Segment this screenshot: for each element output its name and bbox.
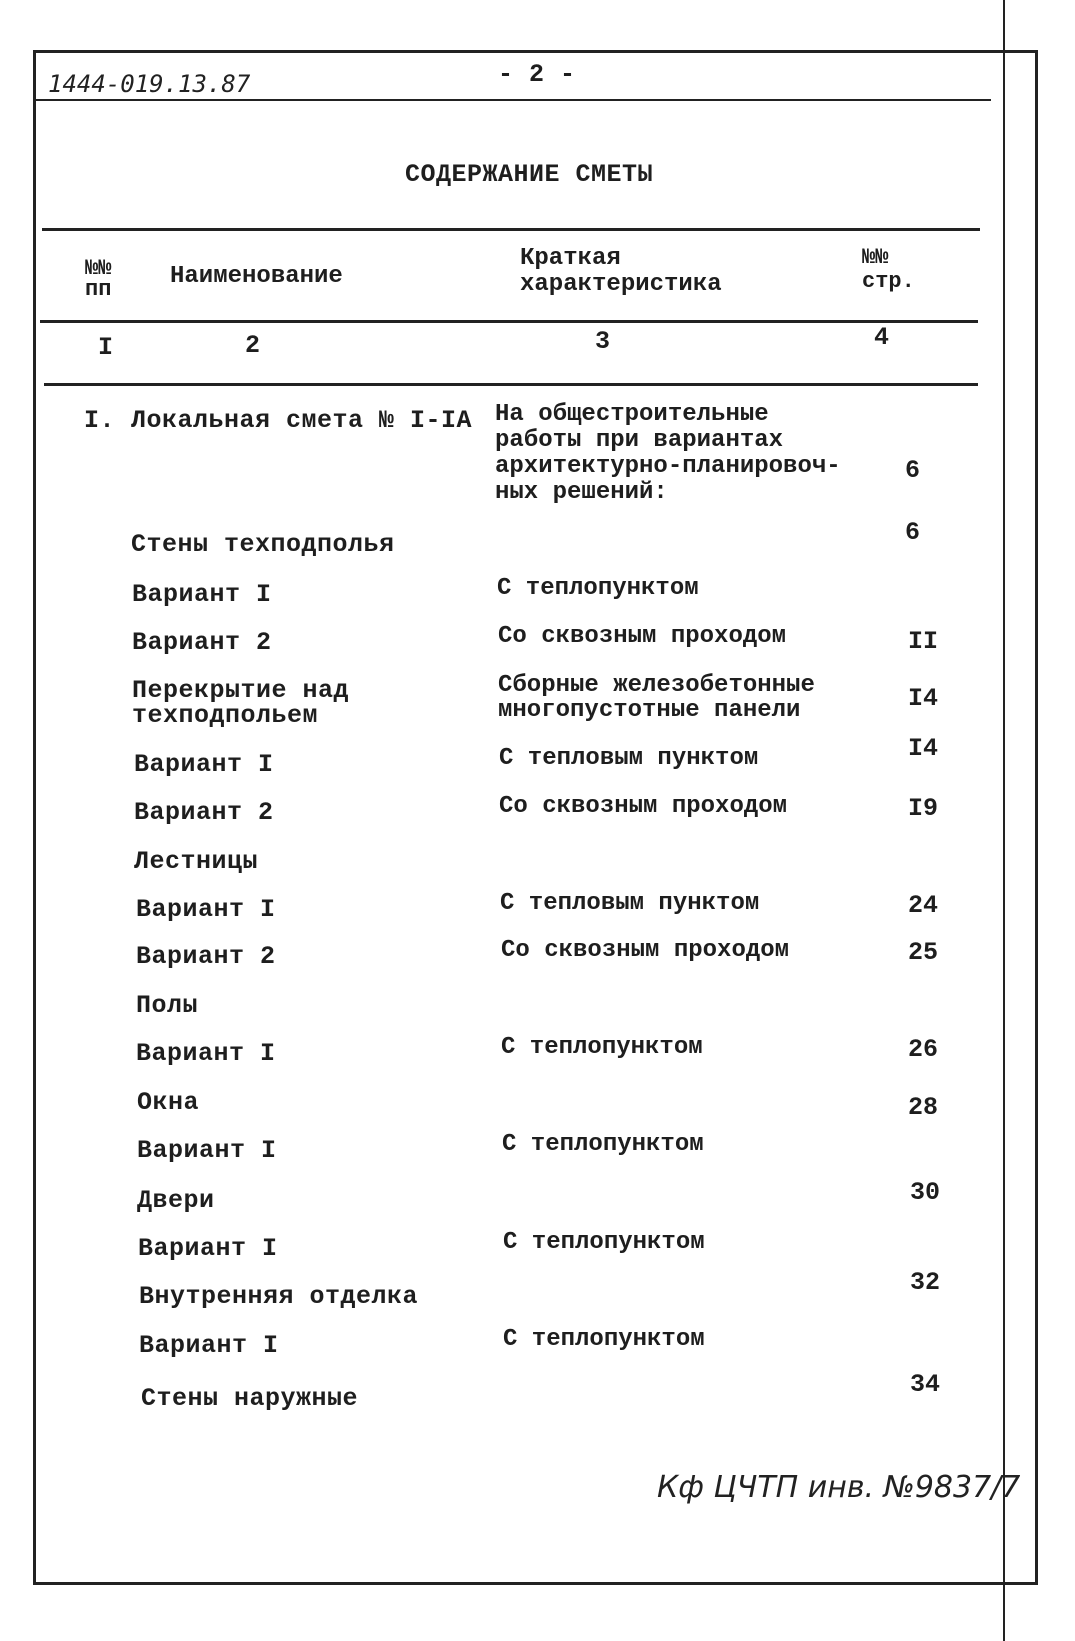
row-name: Вариант I <box>138 1234 278 1263</box>
row-name: Вариант I <box>136 895 276 924</box>
row-desc: С теплопунктом <box>497 575 699 602</box>
col-name-header: Наименование <box>170 263 343 290</box>
col-number-1: I <box>98 333 114 362</box>
row-page: 32 <box>910 1268 941 1297</box>
col-number-2: 2 <box>245 331 261 360</box>
row-name: Двери <box>137 1186 215 1215</box>
row-desc: Сборные железобетонные многопустотные панели <box>498 672 815 724</box>
row-name: Перекрытие над техподпольем <box>132 676 350 730</box>
row-page: 34 <box>910 1370 941 1399</box>
row-page: II <box>908 627 939 656</box>
table-top-rule <box>42 228 980 231</box>
row-name: Вариант 2 <box>132 628 272 657</box>
section-page: 6 <box>905 456 921 485</box>
row-desc: С теплопунктом <box>503 1326 705 1353</box>
row-page: I4 <box>908 684 939 713</box>
row-page: 30 <box>910 1178 941 1207</box>
row-name: Полы <box>136 991 199 1020</box>
row-page: I4 <box>908 734 939 763</box>
row-page: 28 <box>908 1093 939 1122</box>
row-page: 26 <box>908 1035 939 1064</box>
row-desc: С тепловым пунктом <box>499 745 759 772</box>
row-page: I9 <box>908 794 939 823</box>
header-rule <box>36 99 991 101</box>
row-name: Окна <box>137 1088 200 1117</box>
row-name: Вариант I <box>134 750 274 779</box>
row-desc: С тепловым пунктом <box>500 890 760 917</box>
row-name: Вариант 2 <box>134 798 274 827</box>
row-page: 6 <box>905 518 921 547</box>
row-name: Внутренняя отделка <box>139 1282 419 1311</box>
col-desc-header: Краткая характеристика <box>520 245 722 298</box>
row-name: Вариант I <box>136 1039 276 1068</box>
row-name: Вариант I <box>137 1136 277 1165</box>
col-number-3: 3 <box>595 327 611 356</box>
col-page-header: №№ стр. <box>862 245 915 294</box>
row-name: Стены наружные <box>141 1384 359 1413</box>
row-desc: Со сквозным проходом <box>501 937 790 964</box>
doc-code: 1444-019.13.87 <box>48 70 251 98</box>
row-name: Вариант I <box>139 1331 279 1360</box>
row-desc: Со сквозным проходом <box>499 793 788 820</box>
archive-stamp: Кф ЦЧТП инв. №9837/7 <box>657 1470 1021 1505</box>
section-name: Локальная смета № I-IA <box>131 406 473 435</box>
edge-line <box>1003 0 1005 1641</box>
row-desc: Со сквозным проходом <box>498 623 787 650</box>
row-page: 24 <box>908 891 939 920</box>
page-title: СОДЕРЖАНИЕ СМЕТЫ <box>405 160 654 189</box>
row-desc: С теплопунктом <box>503 1229 705 1256</box>
section-desc: На общестроительные работы при вариантах архитектурно-планировоч- ных решений: <box>495 401 841 506</box>
row-name: Вариант I <box>132 580 272 609</box>
row-desc: С теплопунктом <box>502 1131 704 1158</box>
row-name: Лестницы <box>134 847 259 876</box>
col-number-4: 4 <box>874 323 890 352</box>
row-desc: С теплопунктом <box>501 1034 703 1061</box>
col-num-header: №№ пп <box>85 256 112 302</box>
section-number: I. <box>84 406 116 435</box>
numbers-bottom-rule <box>44 383 978 386</box>
row-name: Вариант 2 <box>136 942 276 971</box>
page-marker: - 2 - <box>498 60 576 89</box>
row-name: Стены техподполья <box>131 530 395 559</box>
header-bottom-rule <box>40 320 978 323</box>
row-page: 25 <box>908 938 939 967</box>
